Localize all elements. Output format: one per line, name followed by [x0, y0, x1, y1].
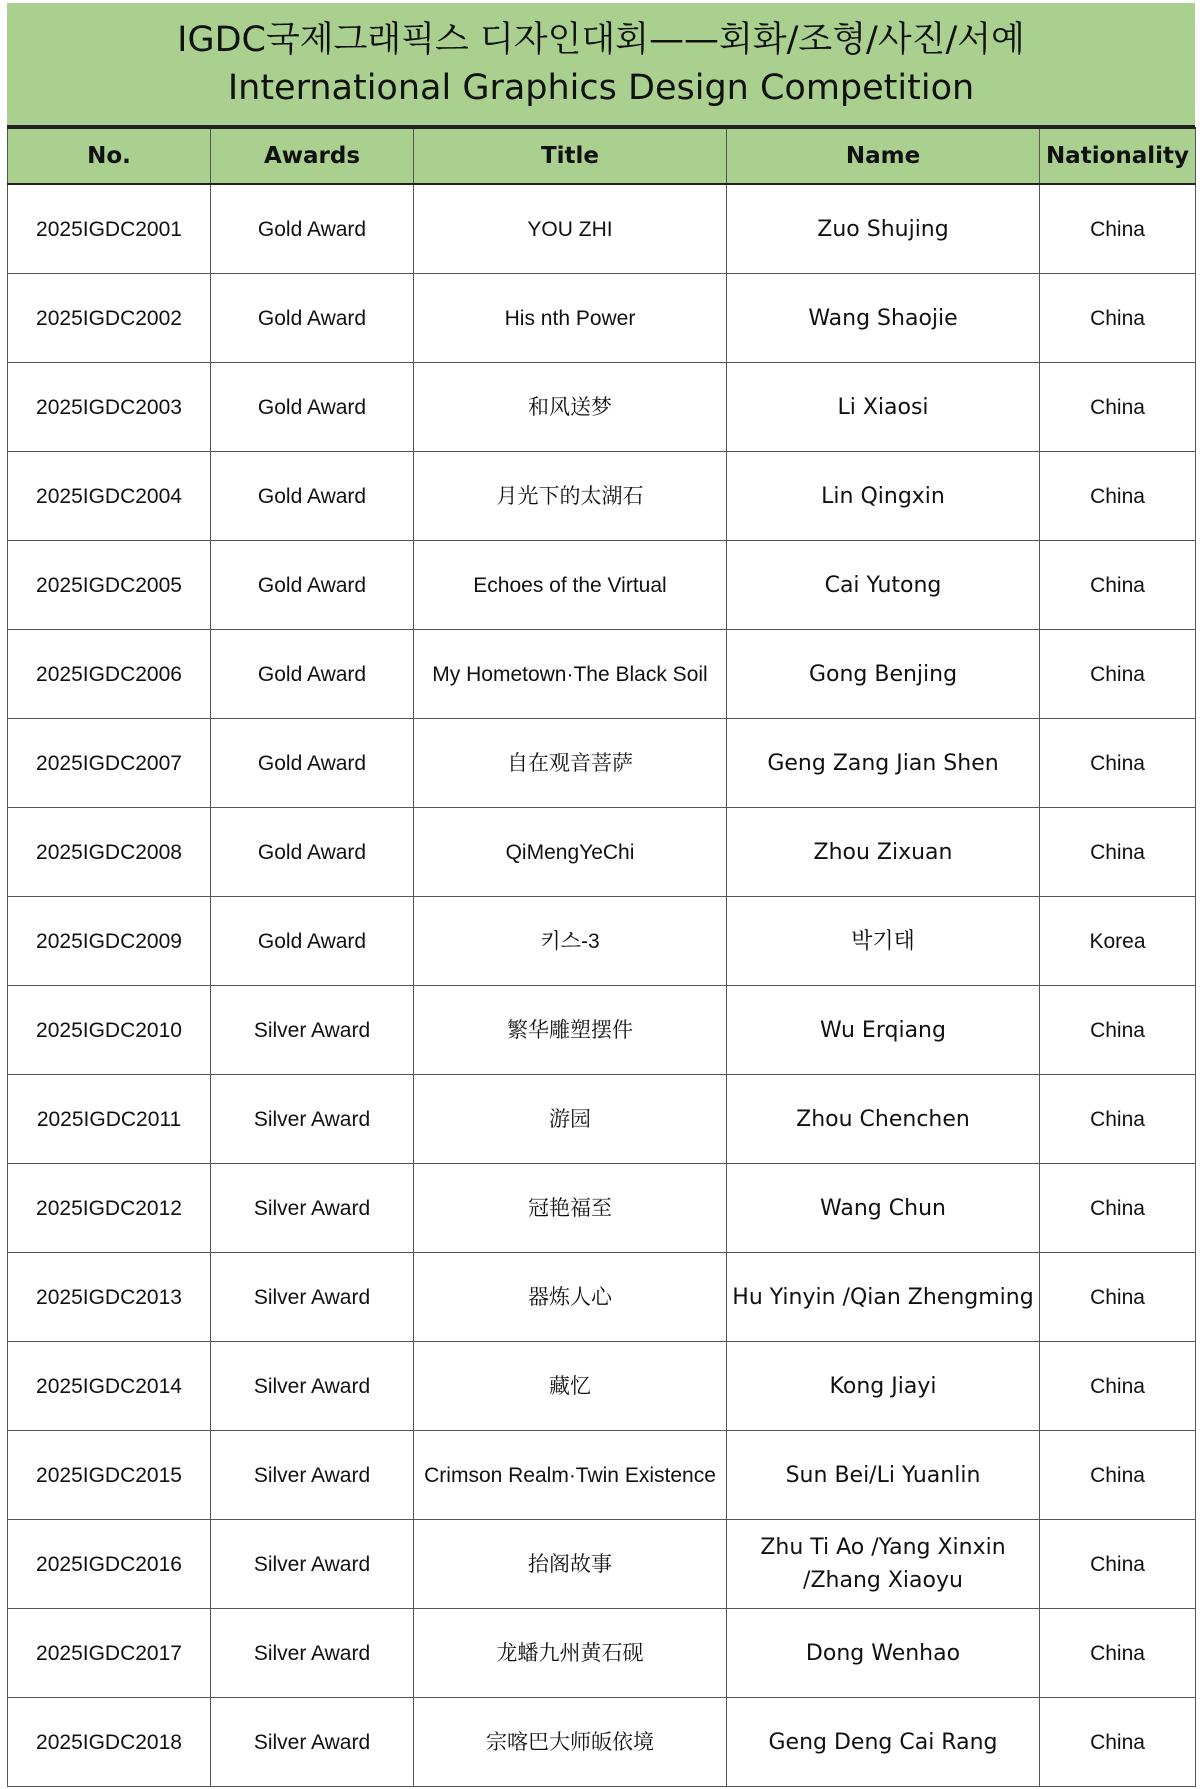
artwork-title-cell: 冠艳福至 [414, 1164, 727, 1253]
nationality-cell: China [1040, 986, 1196, 1075]
entry-number-cell: 2025IGDC2013 [8, 1253, 211, 1342]
table-row [8, 1075, 1196, 1164]
nationality-cell: China [1040, 808, 1196, 897]
award-cell: Silver Award [211, 1431, 414, 1520]
award-sheet [7, 3, 1195, 1787]
column-header-nationality: Nationality [1040, 128, 1196, 184]
artist-name-cell: Dong Wenhao [727, 1609, 1040, 1698]
entry-number-cell: 2025IGDC2018 [8, 1698, 211, 1787]
artist-name-cell: Hu Yinyin /Qian Zhengming [727, 1253, 1040, 1342]
artwork-title-cell: His nth Power [414, 274, 727, 363]
table-row [8, 808, 1196, 897]
artist-name-cell: Wang Shaojie [727, 274, 1040, 363]
column-header-name: Name [727, 128, 1040, 184]
page-title-korean: IGDC국제그래픽스 디자인대회——회화/조형/사진/서예 [177, 20, 1025, 60]
artwork-title-cell: 繁华雕塑摆件 [414, 986, 727, 1075]
award-cell: Silver Award [211, 1609, 414, 1698]
entry-number-cell: 2025IGDC2014 [8, 1342, 211, 1431]
nationality-cell: China [1040, 1164, 1196, 1253]
table-row [8, 452, 1196, 541]
entry-number-cell: 2025IGDC2015 [8, 1431, 211, 1520]
nationality-cell: China [1040, 184, 1196, 274]
artwork-title-cell: 抬阁故事 [414, 1520, 727, 1609]
artist-name-cell: Zuo Shujing [727, 184, 1040, 274]
artwork-title-cell: 器炼人心 [414, 1253, 727, 1342]
entry-number-cell: 2025IGDC2007 [8, 719, 211, 808]
award-cell: Gold Award [211, 719, 414, 808]
artist-name-cell: Zhu Ti Ao /Yang Xinxin /Zhang Xiaoyu [727, 1520, 1040, 1609]
artwork-title-cell: Echoes of the Virtual [414, 541, 727, 630]
artwork-title-cell: 키스-3 [414, 897, 727, 986]
artwork-title-cell: 藏忆 [414, 1342, 727, 1431]
award-cell: Gold Award [211, 630, 414, 719]
table-row [8, 1609, 1196, 1698]
artwork-title-cell: QiMengYeChi [414, 808, 727, 897]
award-cell: Silver Award [211, 986, 414, 1075]
column-header-title: Title [414, 128, 727, 184]
award-cell: Silver Award [211, 1075, 414, 1164]
award-cell: Gold Award [211, 184, 414, 274]
artwork-title-cell: 自在观音菩萨 [414, 719, 727, 808]
nationality-cell: China [1040, 1342, 1196, 1431]
artist-name-cell: Zhou Zixuan [727, 808, 1040, 897]
artist-name-cell: Geng Deng Cai Rang [727, 1698, 1040, 1787]
nationality-cell: China [1040, 541, 1196, 630]
table-row [8, 986, 1196, 1075]
artist-name-cell: Wu Erqiang [727, 986, 1040, 1075]
nationality-cell: China [1040, 719, 1196, 808]
nationality-cell: China [1040, 274, 1196, 363]
artwork-title-cell: 龙蟠九州黄石砚 [414, 1609, 727, 1698]
award-cell: Gold Award [211, 363, 414, 452]
artist-name-cell: Cai Yutong [727, 541, 1040, 630]
table-row [8, 1253, 1196, 1342]
award-cell: Gold Award [211, 897, 414, 986]
award-cell: Gold Award [211, 452, 414, 541]
entry-number-cell: 2025IGDC2010 [8, 986, 211, 1075]
artist-name-cell: Geng Zang Jian Shen [727, 719, 1040, 808]
table-row [8, 1698, 1196, 1787]
column-header-awards: Awards [211, 128, 414, 184]
artist-name-cell: Wang Chun [727, 1164, 1040, 1253]
artwork-title-cell: 游园 [414, 1075, 727, 1164]
column-header-no: No. [8, 128, 211, 184]
entry-number-cell: 2025IGDC2006 [8, 630, 211, 719]
nationality-cell: China [1040, 1698, 1196, 1787]
artwork-title-cell: 宗喀巴大师皈依境 [414, 1698, 727, 1787]
nationality-cell: China [1040, 452, 1196, 541]
table-row [8, 897, 1196, 986]
title-banner [7, 3, 1195, 127]
artwork-title-cell: 和风送梦 [414, 363, 727, 452]
award-cell: Silver Award [211, 1164, 414, 1253]
entry-number-cell: 2025IGDC2005 [8, 541, 211, 630]
award-cell: Gold Award [211, 541, 414, 630]
award-cell: Silver Award [211, 1342, 414, 1431]
award-cell: Silver Award [211, 1520, 414, 1609]
artist-name-cell: 박기태 [727, 897, 1040, 986]
table-row [8, 541, 1196, 630]
award-cell: Gold Award [211, 274, 414, 363]
nationality-cell: China [1040, 1609, 1196, 1698]
nationality-cell: China [1040, 1431, 1196, 1520]
table-row [8, 630, 1196, 719]
table-row [8, 274, 1196, 363]
awards-table [7, 127, 1196, 1787]
entry-number-cell: 2025IGDC2011 [8, 1075, 211, 1164]
artwork-title-cell: My Hometown·The Black Soil [414, 630, 727, 719]
entry-number-cell: 2025IGDC2016 [8, 1520, 211, 1609]
table-row [8, 184, 1196, 274]
entry-number-cell: 2025IGDC2012 [8, 1164, 211, 1253]
artist-name-cell: Lin Qingxin [727, 452, 1040, 541]
artwork-title-cell: Crimson Realm·Twin Existence [414, 1431, 727, 1520]
entry-number-cell: 2025IGDC2009 [8, 897, 211, 986]
page-title-english: International Graphics Design Competition [227, 68, 975, 108]
table-row [8, 719, 1196, 808]
artist-name-cell: Li Xiaosi [727, 363, 1040, 452]
nationality-cell: China [1040, 1253, 1196, 1342]
nationality-cell: China [1040, 363, 1196, 452]
award-cell: Gold Award [211, 808, 414, 897]
artist-name-cell: Sun Bei/Li Yuanlin [727, 1431, 1040, 1520]
table-row [8, 1164, 1196, 1253]
entry-number-cell: 2025IGDC2003 [8, 363, 211, 452]
artwork-title-cell: YOU ZHI [414, 184, 727, 274]
entry-number-cell: 2025IGDC2001 [8, 184, 211, 274]
table-header-row [8, 128, 1196, 184]
table-row [8, 363, 1196, 452]
table-body [8, 184, 1196, 1787]
entry-number-cell: 2025IGDC2017 [8, 1609, 211, 1698]
table-row [8, 1431, 1196, 1520]
entry-number-cell: 2025IGDC2002 [8, 274, 211, 363]
entry-number-cell: 2025IGDC2004 [8, 452, 211, 541]
nationality-cell: Korea [1040, 897, 1196, 986]
artist-name-cell: Zhou Chenchen [727, 1075, 1040, 1164]
artwork-title-cell: 月光下的太湖石 [414, 452, 727, 541]
nationality-cell: China [1040, 1520, 1196, 1609]
nationality-cell: China [1040, 1075, 1196, 1164]
award-cell: Silver Award [211, 1253, 414, 1342]
nationality-cell: China [1040, 630, 1196, 719]
table-row [8, 1520, 1196, 1609]
entry-number-cell: 2025IGDC2008 [8, 808, 211, 897]
artist-name-cell: Gong Benjing [727, 630, 1040, 719]
artist-name-cell: Kong Jiayi [727, 1342, 1040, 1431]
award-cell: Silver Award [211, 1698, 414, 1787]
table-row [8, 1342, 1196, 1431]
